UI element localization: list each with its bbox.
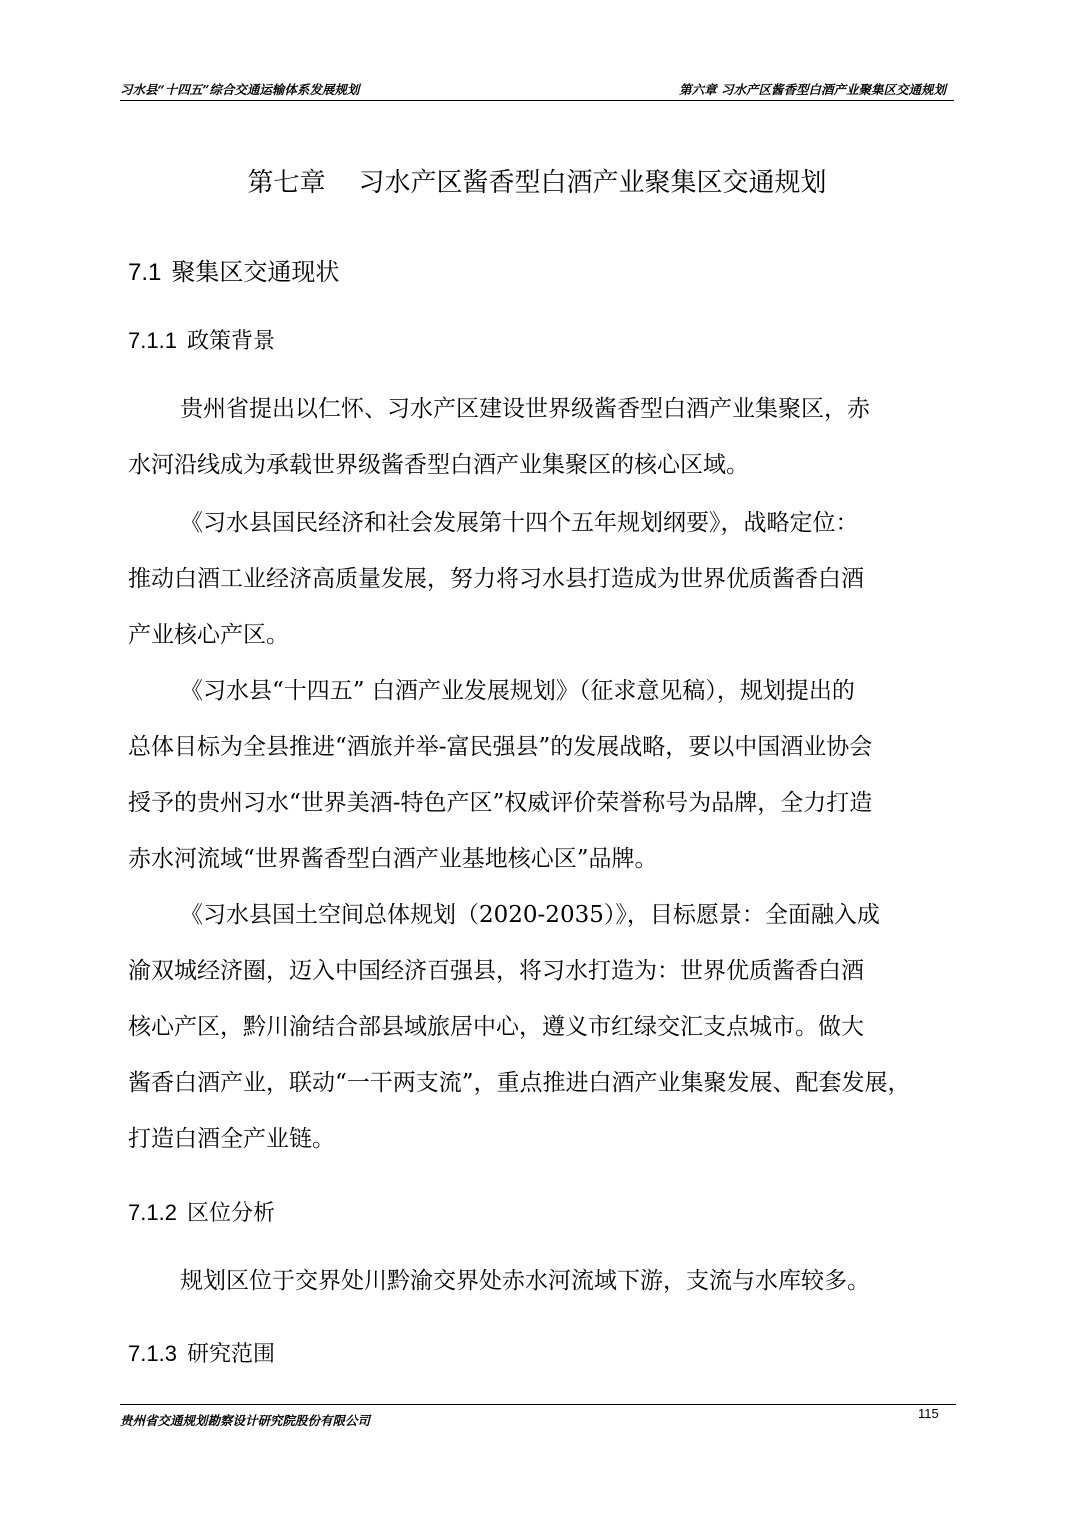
paragraph-line: 推动白酒工业经济高质量发展，努力将习水县打造成为世界优质酱香白酒 xyxy=(128,566,864,592)
paragraph-line: 《习水县国土空间总体规划（2020-2035）》，目标愿景：全面融入成 xyxy=(180,902,880,928)
page-number: 115 xyxy=(918,1406,939,1421)
paragraph-line: 核心产区，黔川渝结合部县域旅居中心，遵义市红绿交汇支点城市。做大 xyxy=(128,1014,864,1040)
section-heading-7-1 xyxy=(128,252,339,287)
header-document-title: 习水县“十四五”综合交通运输体系发展规划 xyxy=(120,82,360,97)
section-title: 政策背景 xyxy=(186,329,275,354)
paragraph-line: 酱香白酒产业，联动“一干两支流”，重点推进白酒产业集聚发展、配套发展， xyxy=(128,1070,911,1096)
footer-company: 贵州省交通规划勘察设计研究院股份有限公司 xyxy=(120,1413,371,1428)
paragraph-line: 贵州省提出以仁怀、习水产区建设世界级酱香型白酒产业集聚区，赤 xyxy=(180,396,870,422)
section-title: 研究范围 xyxy=(186,1342,275,1367)
section-number: 7.1 xyxy=(128,259,162,286)
section-number: 7.1.2 xyxy=(128,1200,177,1225)
paragraph-line: 《习水县“十四五” 白酒产业发展规划》（征求意见稿），规划提出的 xyxy=(180,678,855,704)
paragraph-line: 赤水河流域“世界酱香型白酒产业基地核心区”品牌。 xyxy=(128,846,658,872)
paragraph-line: 授予的贵州习水“世界美酒-特色产区”权威评价荣誉称号为品牌，全力打造 xyxy=(128,790,873,816)
footer-divider xyxy=(120,1404,956,1405)
section-heading-7-1-1 xyxy=(128,324,275,355)
running-header xyxy=(120,78,954,101)
section-title: 区位分析 xyxy=(186,1201,275,1226)
section-number: 7.1.1 xyxy=(128,328,177,353)
section-heading-7-1-3 xyxy=(128,1337,275,1368)
paragraph-line: 规划区位于交界处川黔渝交界处赤水河流域下游，支流与水库较多。 xyxy=(180,1268,870,1294)
section-title: 聚集区交通现状 xyxy=(171,258,340,286)
header-chapter-title: 第六章 习水产区酱香型白酒产业聚集区交通规划 xyxy=(679,82,946,97)
paragraph-line: 水河沿线成为承载世界级酱香型白酒产业集聚区的核心区域。 xyxy=(128,452,749,478)
section-heading-7-1-2 xyxy=(128,1196,275,1227)
paragraph-line: 《习水县国民经济和社会发展第十四个五年规划纲要》，战略定位： xyxy=(180,510,859,536)
chapter-title: 第七章 习水产区酱香型白酒产业聚集区交通规划 xyxy=(247,168,827,198)
paragraph-line: 产业核心产区。 xyxy=(128,622,289,648)
paragraph-line: 打造白酒全产业链。 xyxy=(128,1126,335,1152)
paragraph-line: 总体目标为全县推进“酒旅并举-富民强县”的发展战略，要以中国酒业协会 xyxy=(128,734,873,760)
section-number: 7.1.3 xyxy=(128,1341,177,1366)
paragraph-line: 渝双城经济圈，迈入中国经济百强县，将习水打造为：世界优质酱香白酒 xyxy=(128,958,864,984)
